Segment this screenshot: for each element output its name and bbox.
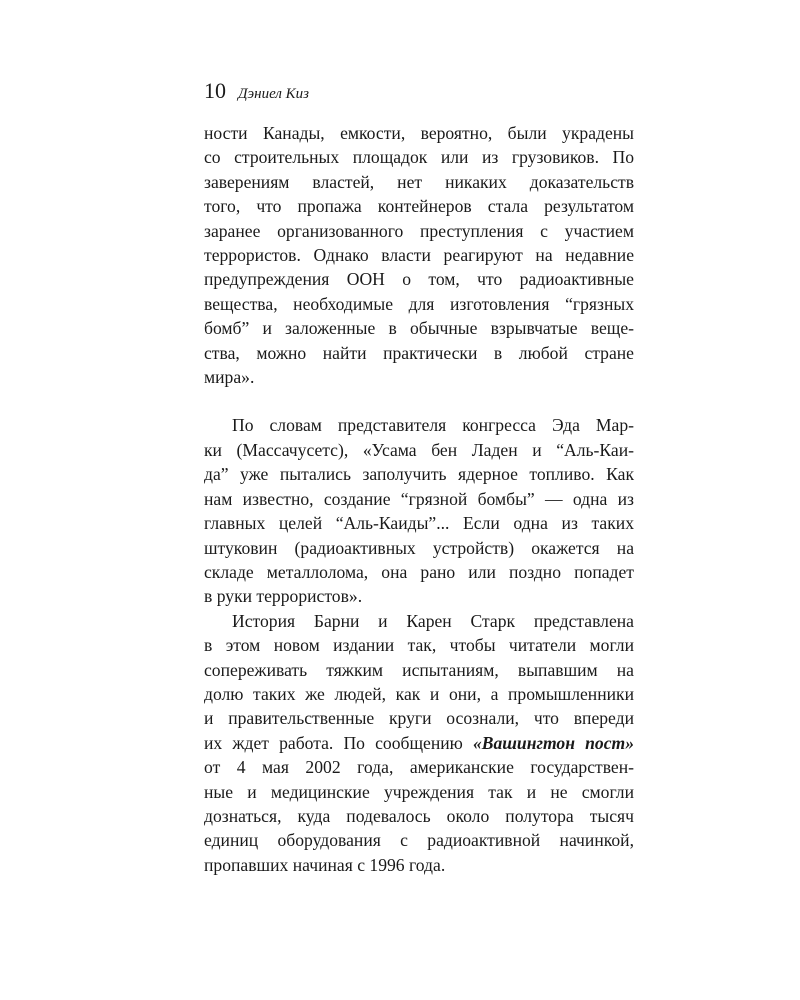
body-text (204, 121, 634, 877)
text-line: мира». (204, 367, 255, 388)
publication-title: «Вашингтон пост» (472, 732, 634, 753)
text-line: в этом новом издании так, чтобы читатели могли (204, 635, 634, 656)
text-line: нам известно, создание “грязной бомбы” — одна из (204, 488, 634, 509)
text-line: сопереживать тяжким испытаниям, выпавшим на (204, 659, 634, 680)
running-head (204, 78, 634, 108)
text-line: бомб” и заложенные в обычные взрывчатые веще- (204, 318, 634, 339)
text-line: заверениям властей, нет никаких доказательств (204, 171, 634, 192)
text-line: да” уже пытались заполучить ядерное топливо. Как (204, 464, 634, 485)
text-line: того, что пропажа контейнеров стала результатом (204, 196, 634, 217)
text-line: предупреждения ООН о том, что радиоактивные (204, 269, 634, 290)
author-name: Дэниел Киз (238, 86, 309, 102)
text-line-with-emphasis (204, 731, 634, 755)
text-line: долю таких же людей, как и они, а промышленники (204, 683, 634, 704)
text-line: в руки террористов». (204, 586, 363, 607)
text-line: ства, можно найти практически в любой стране (204, 342, 634, 363)
text-line: ки (Массачусетс), «Усама бен Ладен и “Аль-Каи- (204, 439, 634, 460)
text-line: единиц оборудования с радиоактивной начинкой, (204, 830, 634, 851)
text-line: со строительных площадок или из грузовиков. По (204, 147, 634, 168)
text-line: главных целей “Аль-Каиды”... Если одна из таких (204, 513, 634, 534)
book-page (204, 78, 634, 877)
text-line: от 4 мая 2002 года, американские государствен- (204, 757, 634, 778)
text-line: штуковин (радиоактивных устройств) окажется на (204, 537, 634, 558)
text-line: пропавших начиная с 1996 года. (204, 854, 446, 875)
text-run: их ждет работа. По сообщению (204, 732, 473, 753)
text-line: По словам представителя конгресса Эда Мар- (232, 415, 634, 436)
text-line: дознаться, куда подевалось около полутора тысяч (204, 805, 634, 826)
text-line: и правительственные круги осознали, что впереди (204, 708, 634, 729)
text-line: террористов. Однако власти реагируют на недавние (204, 245, 634, 266)
text-line: ные и медицинские учреждения так и не смогли (204, 781, 634, 802)
paragraph-2 (204, 413, 634, 608)
paragraph-3 (204, 609, 634, 877)
paragraph-gap (204, 389, 634, 413)
text-line: складе металлолома, она рано или поздно попадет (204, 561, 634, 582)
text-line: История Барни и Карен Старк представлена (232, 610, 634, 631)
text-line: заранее организованного преступления с участием (204, 220, 634, 241)
text-line: ности Канады, емкости, вероятно, были украдены (204, 123, 634, 143)
paragraph-1 (204, 121, 634, 389)
page-number: 10 (204, 78, 226, 103)
text-line: вещества, необходимые для изготовления “грязных (204, 293, 634, 314)
